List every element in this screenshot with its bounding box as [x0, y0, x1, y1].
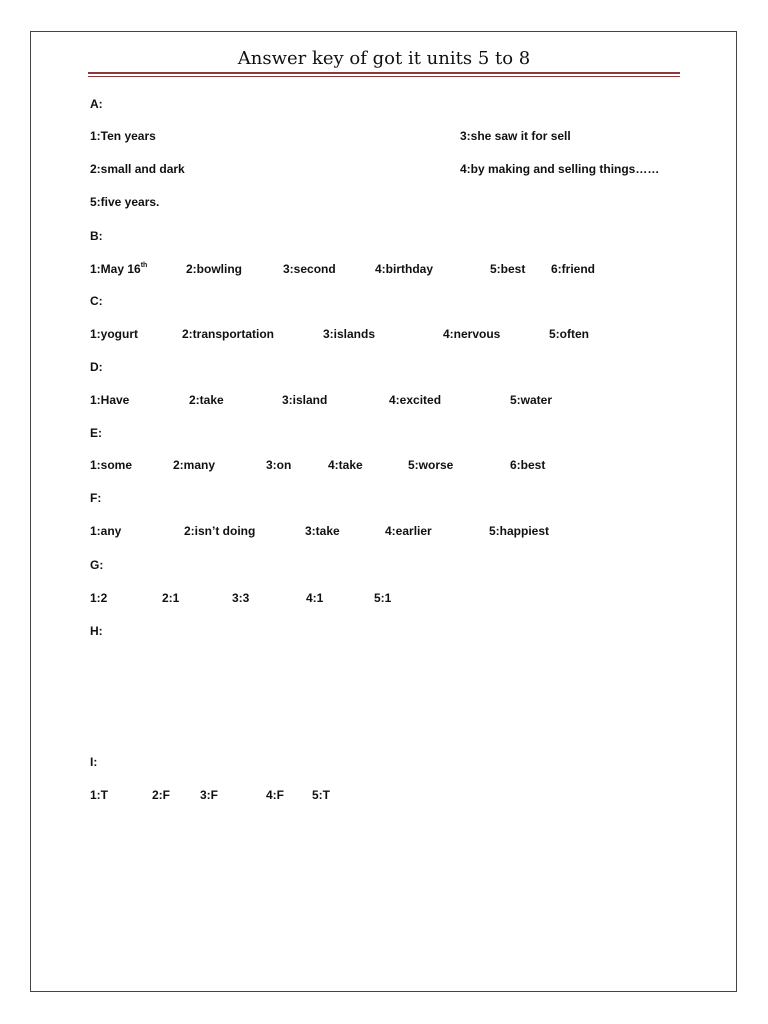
section-d-answer-1: 1:Have — [90, 393, 130, 407]
section-f-answer-4: 4:earlier — [385, 524, 432, 538]
section-e-answer-6: 6:best — [510, 458, 546, 472]
section-d-answer-3: 3:island — [282, 393, 328, 407]
section-f-label: F: — [90, 491, 102, 505]
section-d-answer-4: 4:excited — [389, 393, 442, 407]
page-title: Answer key of got it units 5 to 8 — [237, 48, 531, 69]
section-e-answer-5: 5:worse — [408, 458, 454, 472]
section-i-answer-2: 2:F — [152, 788, 170, 802]
section-e-answer-4: 4:take — [328, 458, 363, 472]
section-c-answer-2: 2:transportation — [182, 327, 275, 341]
section-g-answer-2: 2:1 — [162, 591, 180, 605]
section-b-answer-1 — [90, 262, 147, 276]
section-g-answer-5: 5:1 — [374, 591, 392, 605]
section-f-answer-3: 3:take — [305, 524, 340, 538]
section-i-answer-1: 1:T — [90, 788, 108, 802]
section-c-answer-1: 1:yogurt — [90, 327, 138, 341]
section-i-answer-4: 4:F — [266, 788, 284, 802]
section-b-answer-6: 6:friend — [551, 262, 596, 276]
section-e-answer-3: 3:on — [266, 458, 292, 472]
section-c-answer-3: 3:islands — [323, 327, 376, 341]
section-g-label: G: — [90, 558, 104, 572]
section-a-answer-1: 1:Ten years — [90, 129, 156, 143]
title-rule-thick — [88, 72, 680, 74]
section-c-answer-5: 5:often — [549, 327, 589, 341]
section-c-label: C: — [90, 294, 103, 308]
section-i-answer-5: 5:T — [312, 788, 330, 802]
section-f-answer-5: 5:happiest — [489, 524, 550, 538]
section-a-answer-2: 2:small and dark — [90, 162, 185, 176]
section-f-answer-1: 1:any — [90, 524, 122, 538]
section-b-answer-3: 3:second — [283, 262, 336, 276]
title-rule-thin — [88, 76, 680, 77]
section-b-answer-2: 2:bowling — [186, 262, 242, 276]
section-b-answer-1-suffix: th — [140, 262, 148, 269]
section-b-label: B: — [90, 229, 103, 243]
section-e-answer-2: 2:many — [173, 458, 216, 472]
section-a-answer-5: 5:five years. — [90, 195, 160, 209]
section-g-answer-1: 1:2 — [90, 591, 108, 605]
section-g-answer-4: 4:1 — [306, 591, 324, 605]
section-g-answer-3: 3:3 — [232, 591, 250, 605]
section-a-label: A: — [90, 97, 103, 111]
section-d-answer-5: 5:water — [510, 393, 553, 407]
section-c-answer-4: 4:nervous — [443, 327, 501, 341]
section-f-answer-2: 2:isn’t doing — [184, 524, 256, 538]
section-b-answer-5: 5:best — [490, 262, 526, 276]
section-e-answer-1: 1:some — [90, 458, 133, 472]
section-i-answer-3: 3:F — [200, 788, 218, 802]
section-b-answer-4: 4:birthday — [375, 262, 434, 276]
section-d-answer-2: 2:take — [189, 393, 224, 407]
section-e-label: E: — [90, 426, 102, 440]
section-i-label: I: — [90, 755, 98, 769]
section-h-label: H: — [90, 624, 103, 638]
section-d-label: D: — [90, 360, 103, 374]
section-b-answer-1-text: 1:May 16 — [90, 262, 141, 276]
section-a-answer-3: 3:she saw it for sell — [460, 129, 571, 143]
section-a-answer-4: 4:by making and selling things…… — [460, 162, 660, 176]
